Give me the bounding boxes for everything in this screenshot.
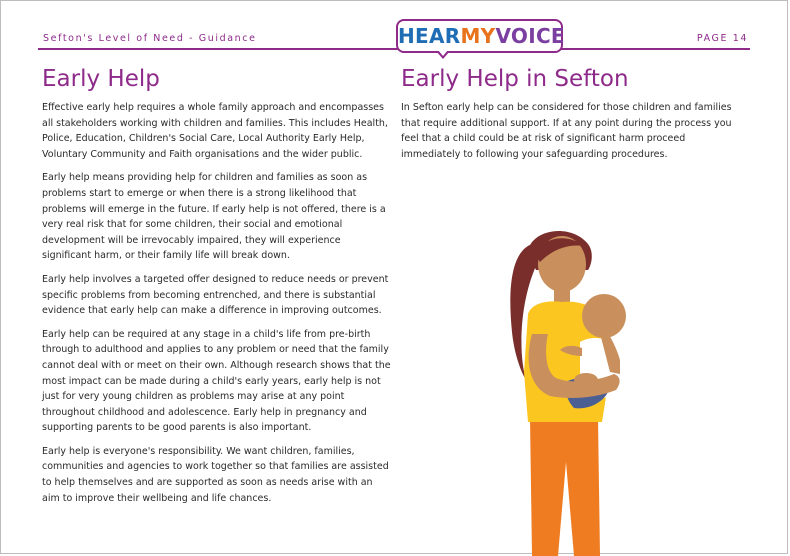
paragraph: Early help can be required at any stage in a child's life from pre-birth through to adulthood and applies to any problem or need that the family cannot deal with or meet on their own. Although research shows that the most impact can be made during a child's early years, early help is not just for very young children as problems may arise at any point throughout childhood and adolescence. Early help in pregnancy and supporting parents to be good parents is also important.	[42, 328, 391, 434]
early-help-heading: Early Help	[42, 66, 160, 92]
paragraph: Early help is everyone's responsibility. We want children, families, communities and agencies to work together so that families are assisted to help themselves and are supported as soon as needs arise with an aim to improve their wellbeing and life chances.	[42, 445, 389, 504]
logo-speech-tail-inner	[438, 50, 448, 56]
paragraph: In Sefton early help can be considered for those children and families that require additional support. If at any point during the process you feel that a child could be at risk of significant harm proceed immediately to following your safeguarding procedures.	[401, 102, 732, 160]
mother-trousers	[530, 418, 600, 556]
paragraph: Early help means providing help for children and families as soon as problems start to emerge or when there is a strong likelihood that problems will emerge in the future. If early help is not offered, there is a very real risk that for some children, their social and emotional development will be irrevocably impaired, they will experience significant harm, or their family life will break down.	[42, 172, 386, 262]
paragraph: Early help involves a targeted offer designed to reduce needs or prevent specific problems from becoming entrenched, and there is substantial evidence that early help can make a difference in improving outcomes.	[42, 273, 389, 317]
logo-word-hear: HEAR	[398, 24, 461, 48]
page-number: PAGE 14	[696, 33, 748, 44]
logo-word-voice: VOICE	[495, 24, 565, 48]
header-divider	[38, 48, 750, 50]
paragraph: Effective early help requires a whole family approach and encompasses all stakeholders working with children and families. This includes Health, Police, Education, Children's Social Care, Local Authority Early Help, Voluntary Community and Faith organisations and the wider public.	[42, 102, 388, 160]
mother-holding-baby-illustration	[470, 222, 670, 556]
document-title: Sefton's Level of Need - Guidance	[43, 33, 257, 44]
mother-hand	[574, 373, 598, 387]
logo-word-my: MY	[460, 24, 496, 48]
hear-my-voice-logo	[396, 19, 563, 53]
early-help-in-sefton-heading: Early Help in Sefton	[401, 66, 629, 92]
left-column-text	[42, 100, 392, 514]
right-column-text	[401, 100, 746, 170]
